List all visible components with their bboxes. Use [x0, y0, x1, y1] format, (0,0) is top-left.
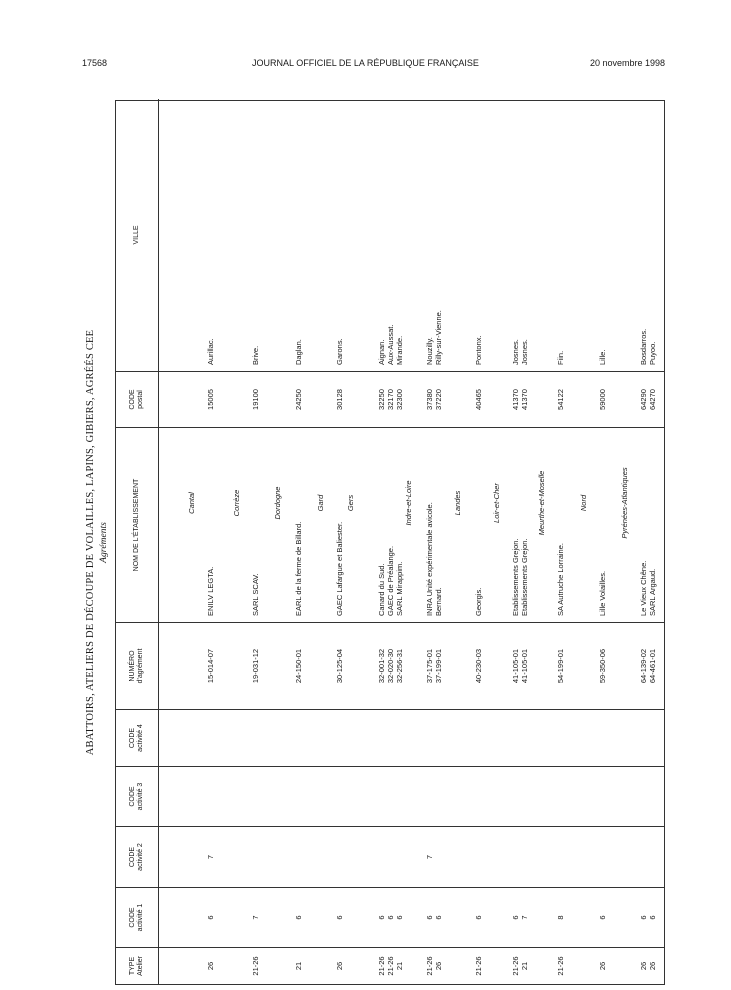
cell-nom: INRA Unité expérimentale avicole. Bernard. [425, 502, 443, 616]
cell-act2: 7 [206, 854, 215, 860]
cell-numero: 64-139-02 64-461-01 [639, 648, 657, 684]
cell-act1: 6 7 [511, 915, 529, 920]
cell-numero: 54-199-01 [556, 648, 565, 684]
cell-numero: 30-125-04 [335, 648, 344, 684]
journal-title: JOURNAL OFFICIEL DE LA RÉPUBLIQUE FRANÇAISE [252, 58, 479, 68]
column-numero [116, 623, 664, 710]
header-type: TYPE Atelier [116, 948, 159, 984]
cell-ville: Pontonx. [474, 335, 483, 365]
agrements-table [115, 100, 665, 985]
cell-act2: 7 [425, 854, 434, 860]
cell-numero: 32-001-32 32-020-30 32-256-31 [377, 648, 404, 684]
cell-nom: GAEC Lafargue et Baliester. [335, 521, 344, 616]
cell-ville: Garons. [335, 338, 344, 365]
cell-act1: 6 6 6 [377, 915, 404, 920]
cell-type: 21-26 21-26 21 [377, 956, 404, 976]
cell-numero: 41-105-01 41-105-01 [511, 648, 529, 684]
cell-ville: Bosdarros. Puyoo. [639, 328, 657, 365]
cell-type: 26 [335, 961, 344, 971]
header-ville: VILLE [116, 99, 159, 371]
cell-type: 21-26 [251, 956, 260, 976]
cell-act1: 6 6 [639, 915, 657, 920]
header-act2: CODE activité 2 [116, 827, 159, 887]
document-title: ABATTOIRS, ATELIERS DE DÉCOUPE DE VOLAILLES, LAPINS, GIBIERS, AGRÉÉS CEE [85, 329, 96, 756]
page-number: 17568 [82, 58, 108, 68]
cell-nom: Canard du Sud. GAEC de Préalange. SARL Mirappim. [377, 545, 404, 616]
cell-cp: 64290 64270 [639, 389, 657, 410]
cell-nom: Le Vieux Chêne. SARL Argaud. [639, 560, 657, 616]
publication-date: 20 novembre 1998 [589, 58, 665, 68]
cell-numero: 24-150-01 [294, 648, 303, 684]
cell-nom: Lille Volailles. [598, 570, 607, 616]
department-heading: Pyrénées-Atlantiques [620, 467, 629, 539]
cell-ville: Lille. [598, 349, 607, 365]
cell-cp: 24250 [294, 389, 303, 410]
department-heading: Indre-et-Loire [404, 480, 413, 526]
cell-cp: 41370 41370 [511, 389, 529, 410]
cell-act1: 6 [206, 915, 215, 920]
cell-nom: Georgis. [474, 587, 483, 616]
column-act2 [116, 827, 664, 888]
cell-cp: 15005 [206, 389, 215, 410]
cell-ville: Fiin. [556, 350, 565, 365]
cell-type: 21 [294, 961, 303, 971]
cell-ville: Daglan. [294, 339, 303, 365]
cell-type: 21-26 [474, 956, 483, 976]
cell-ville: Aurillac. [206, 338, 215, 365]
cell-cp: 37380 37220 [425, 389, 443, 410]
cell-act1: 6 [474, 915, 483, 920]
cell-act1: 6 [294, 915, 303, 920]
department-heading: Nord [579, 494, 588, 512]
cell-act1: 6 [335, 915, 344, 920]
header-numero: NUMÉRO d'agrément [116, 623, 159, 709]
cell-nom: Etablissements Grejon. Etablissements Grejon. [511, 538, 529, 616]
header-act4: CODE activité 4 [116, 710, 159, 766]
cell-ville: Aignan. Aux-Aussat. Mirande. [377, 324, 404, 365]
cell-cp: 40465 [474, 389, 483, 410]
document-subtitle: Agréments [99, 522, 109, 563]
cell-type: 21-26 21 [511, 956, 529, 976]
column-cp [116, 372, 664, 428]
cell-cp: 54122 [556, 389, 565, 410]
department-heading: Meurthe-et-Moselle [537, 470, 546, 536]
cell-type: 21-26 26 [425, 956, 443, 976]
cell-cp: 19100 [251, 389, 260, 410]
department-heading: Corrèze [232, 489, 241, 517]
cell-cp: 59000 [598, 389, 607, 410]
department-heading: Landes [453, 490, 462, 516]
cell-numero: 40-230-03 [474, 648, 483, 684]
cell-type: 26 [206, 961, 215, 971]
header-act3: CODE activité 3 [116, 767, 159, 826]
cell-numero: 19-031-12 [251, 648, 260, 684]
cell-act1: 6 [598, 915, 607, 920]
cell-type: 26 [598, 961, 607, 971]
cell-act1: 7 [251, 915, 260, 920]
header-cp: CODE postal [116, 372, 159, 427]
cell-numero: 15-014-07 [206, 648, 215, 684]
department-heading: Gers [346, 494, 355, 512]
column-type [116, 948, 664, 984]
cell-ville: Nouzilly. Rilly-sur-Vienne. [425, 310, 443, 365]
column-act4 [116, 710, 664, 767]
department-heading: Gard [316, 494, 325, 512]
cell-nom: EARL de la ferme de Billard. [294, 521, 303, 616]
cell-nom: SA Autruche Lorraine. [556, 543, 565, 616]
cell-nom: ENILV LEGTA. [206, 566, 215, 616]
cell-numero: 37-175-01 37-199-01 [425, 648, 443, 684]
header-act1: CODE activité 1 [116, 888, 159, 947]
cell-ville: Brive. [251, 345, 260, 365]
cell-numero: 59-350-06 [598, 648, 607, 684]
column-act1 [116, 888, 664, 948]
cell-cp: 32250 32170 32300 [377, 389, 404, 410]
column-ville [116, 99, 664, 372]
cell-type: 21-26 [556, 956, 565, 976]
cell-cp: 30128 [335, 389, 344, 410]
header-nom: NOM DE L'ÉTABLISSEMENT [116, 428, 159, 622]
rotated-content [85, 100, 665, 985]
department-heading: Loir-et-Cher [492, 483, 501, 523]
department-heading: Dordogne [273, 486, 282, 520]
cell-type: 26 26 [639, 961, 657, 971]
cell-nom: SARL SCAV. [251, 573, 260, 616]
cell-ville: Josnes. Josnes. [511, 339, 529, 365]
column-act3 [116, 767, 664, 827]
cell-act1: 6 6 [425, 915, 443, 920]
department-heading: Cantal [187, 492, 196, 514]
cell-act1: 8 [556, 915, 565, 920]
